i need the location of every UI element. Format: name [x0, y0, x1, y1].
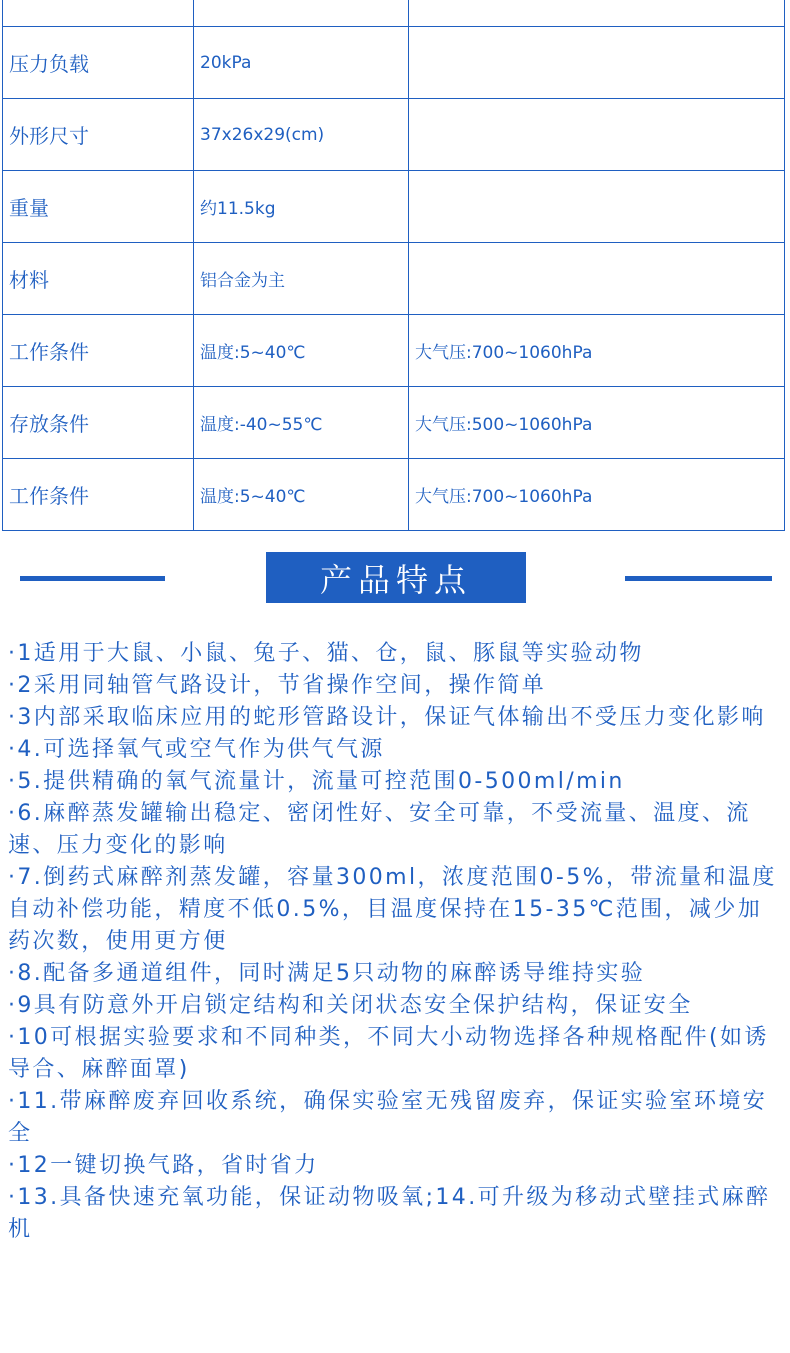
spec-label: 存放条件: [3, 387, 194, 459]
feature-item: ·12一键切换气路，省时省力: [8, 1153, 319, 1178]
spec-label: 工作条件: [3, 315, 194, 387]
spec-table: [2, 0, 785, 531]
table-row: [3, 315, 785, 387]
spec-label: 压力负载: [3, 27, 194, 99]
spec-value: 37x26x29(cm): [194, 99, 409, 171]
spec-value: 温度:5~40℃: [194, 315, 409, 387]
spec-value-extra: [409, 243, 785, 315]
feature-list: [8, 638, 780, 1246]
table-row: [3, 171, 785, 243]
spec-value-extra: 大气压:700~1060hPa: [409, 459, 785, 531]
spec-value: 约11.5kg: [194, 171, 409, 243]
spec-value: 铝合金为主: [194, 243, 409, 315]
feature-item: ·1适用于大鼠、小鼠、兔子、猫、仓，鼠、豚鼠等实验动物: [8, 641, 644, 666]
feature-item: ·5.提供精确的氧气流量计，流量可控范围0-500ml/min: [8, 769, 625, 794]
section-header: [0, 552, 790, 604]
spec-label: [3, 0, 194, 27]
table-row: [3, 0, 785, 27]
table-row: [3, 243, 785, 315]
spec-value-extra: 大气压:500~1060hPa: [409, 387, 785, 459]
table-row: [3, 27, 785, 99]
table-row: [3, 387, 785, 459]
spec-value: [194, 0, 409, 27]
feature-item: ·7.倒药式麻醉剂蒸发罐，容量300ml，浓度范围0-5%，带流量和温度自动补偿功能，精度不低0.5%，目温度保持在15-35℃范围，减少加药次数，使用更方便: [8, 865, 777, 954]
feature-item: ·6.麻醉蒸发罐输出稳定、密闭性好、安全可靠，不受流量、温度、流速、压力变化的影响: [8, 801, 751, 858]
spec-value: 20kPa: [194, 27, 409, 99]
spec-value-extra: 大气压:700~1060hPa: [409, 315, 785, 387]
feature-item: ·2采用同轴管气路设计，节省操作空间，操作简单: [8, 673, 547, 698]
spec-label: 外形尺寸: [3, 99, 194, 171]
feature-item: ·13.具备快速充氧功能，保证动物吸氧;14.可升级为移动式壁挂式麻醉机: [8, 1185, 771, 1242]
feature-item: ·9具有防意外开启锁定结构和关闭状态安全保护结构，保证安全: [8, 993, 693, 1018]
spec-value-extra: [409, 171, 785, 243]
spec-label: 材料: [3, 243, 194, 315]
spec-value: 温度:5~40℃: [194, 459, 409, 531]
feature-item: ·8.配备多通道组件，同时满足5只动物的麻醉诱导维持实验: [8, 961, 646, 986]
divider-left: [20, 576, 165, 581]
spec-value-extra: [409, 99, 785, 171]
spec-label: 重量: [3, 171, 194, 243]
feature-item: ·10可根据实验要求和不同种类，不同大小动物选择各种规格配件(如诱导合、麻醉面罩): [8, 1025, 769, 1082]
feature-item: ·3内部采取临床应用的蛇形管路设计，保证气体输出不受压力变化影响: [8, 705, 766, 730]
section-title: 产品特点: [266, 552, 526, 603]
table-row: [3, 99, 785, 171]
divider-right: [625, 576, 772, 581]
spec-value-extra: [409, 0, 785, 27]
spec-value-extra: [409, 27, 785, 99]
spec-value: 温度:-40~55℃: [194, 387, 409, 459]
spec-label: 工作条件: [3, 459, 194, 531]
table-row: [3, 459, 785, 531]
feature-item: ·4.可选择氧气或空气作为供气气源: [8, 737, 385, 762]
feature-item: ·11.带麻醉废弃回收系统，确保实验室无残留废弃，保证实验室环境安全: [8, 1089, 768, 1146]
